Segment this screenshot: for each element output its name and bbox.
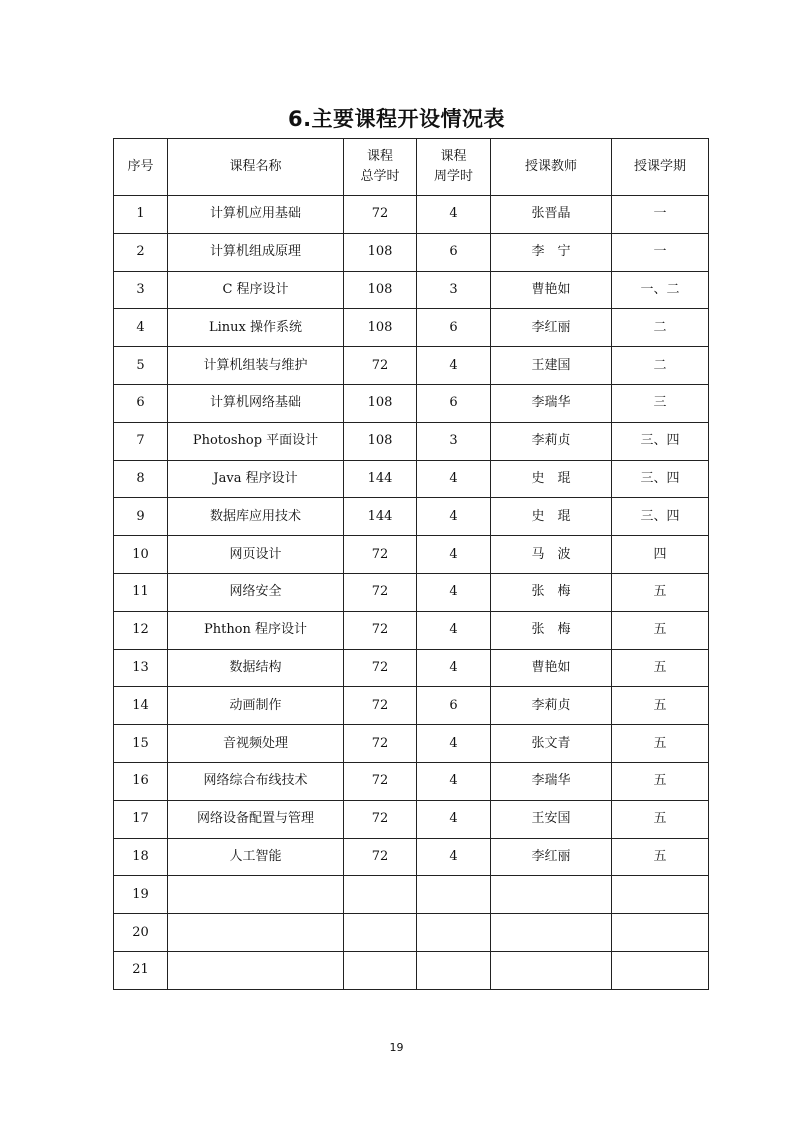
table-row [114,347,709,385]
cell-weekly-hours: 4 [417,573,491,611]
cell-total-hours [344,876,417,914]
cell-weekly-hours [417,914,491,952]
cell-course-name: 计算机组成原理 [168,233,344,271]
cell-index: 17 [114,800,168,838]
header-semester: 授课学期 [612,139,709,196]
cell-total-hours: 72 [344,838,417,876]
cell-course-name: Java 程序设计 [168,460,344,498]
header-teacher: 授课教师 [491,139,612,196]
cell-course-name: 音视频处理 [168,725,344,763]
cell-total-hours: 72 [344,536,417,574]
cell-teacher: 李瑞华 [491,384,612,422]
cell-teacher: 曹艳如 [491,271,612,309]
cell-semester: 一 [612,233,709,271]
cell-teacher: 张 梅 [491,611,612,649]
cell-course-name: 网页设计 [168,536,344,574]
cell-teacher: 王安国 [491,800,612,838]
cell-course-name: 网络安全 [168,573,344,611]
table-row [114,649,709,687]
cell-weekly-hours: 4 [417,536,491,574]
cell-course-name: 计算机应用基础 [168,196,344,234]
table-row [114,573,709,611]
cell-semester [612,876,709,914]
cell-weekly-hours [417,951,491,989]
cell-index: 3 [114,271,168,309]
table-row [114,800,709,838]
cell-course-name: 网络综合布线技术 [168,762,344,800]
cell-course-name: C 程序设计 [168,271,344,309]
header-course-name: 课程名称 [168,139,344,196]
cell-total-hours: 72 [344,573,417,611]
cell-teacher: 王建国 [491,347,612,385]
cell-teacher [491,914,612,952]
cell-index: 15 [114,725,168,763]
cell-teacher: 李红丽 [491,838,612,876]
cell-teacher: 李 宁 [491,233,612,271]
table-row [114,611,709,649]
cell-course-name: 计算机网络基础 [168,384,344,422]
cell-semester: 三 [612,384,709,422]
cell-teacher: 张晋晶 [491,196,612,234]
cell-semester: 五 [612,687,709,725]
cell-total-hours: 72 [344,762,417,800]
cell-weekly-hours: 4 [417,460,491,498]
cell-weekly-hours: 3 [417,422,491,460]
cell-index: 5 [114,347,168,385]
cell-weekly-hours: 6 [417,309,491,347]
cell-course-name: Phthon 程序设计 [168,611,344,649]
table-header-row [114,139,709,196]
cell-teacher: 李红丽 [491,309,612,347]
cell-weekly-hours: 6 [417,384,491,422]
header-weekly-hours-line1: 课程 [440,149,467,164]
table-row [114,762,709,800]
cell-semester: 五 [612,611,709,649]
cell-index: 18 [114,838,168,876]
cell-total-hours: 108 [344,271,417,309]
table-row [114,951,709,989]
table-row [114,838,709,876]
cell-weekly-hours [417,876,491,914]
cell-semester: 三、四 [612,422,709,460]
header-weekly-hours-line2: 周学时 [433,169,473,184]
cell-weekly-hours: 4 [417,762,491,800]
table-row [114,687,709,725]
cell-teacher [491,951,612,989]
table-row [114,460,709,498]
cell-semester: 二 [612,347,709,385]
cell-index: 2 [114,233,168,271]
header-total-hours-line2: 总学时 [360,169,400,184]
cell-semester: 三、四 [612,460,709,498]
cell-course-name: 计算机组装与维护 [168,347,344,385]
header-total-hours-line1: 课程 [366,149,393,164]
cell-weekly-hours: 3 [417,271,491,309]
cell-course-name: Linux 操作系统 [168,309,344,347]
cell-total-hours [344,951,417,989]
cell-total-hours: 72 [344,800,417,838]
cell-total-hours: 108 [344,233,417,271]
table-row [114,498,709,536]
cell-index: 7 [114,422,168,460]
cell-course-name [168,876,344,914]
table-row [114,196,709,234]
header-weekly-hours [417,139,491,196]
cell-course-name: 动画制作 [168,687,344,725]
cell-index: 9 [114,498,168,536]
cell-index: 10 [114,536,168,574]
cell-semester: 五 [612,838,709,876]
cell-index: 19 [114,876,168,914]
cell-index: 6 [114,384,168,422]
cell-weekly-hours: 4 [417,347,491,385]
table-row [114,536,709,574]
cell-course-name [168,914,344,952]
cell-semester: 五 [612,649,709,687]
cell-teacher: 李莉贞 [491,687,612,725]
cell-weekly-hours: 6 [417,687,491,725]
cell-weekly-hours: 4 [417,611,491,649]
cell-semester: 五 [612,725,709,763]
table-row [114,914,709,952]
cell-index: 20 [114,914,168,952]
cell-teacher [491,876,612,914]
cell-total-hours: 72 [344,347,417,385]
cell-index: 4 [114,309,168,347]
cell-weekly-hours: 4 [417,498,491,536]
table-row [114,271,709,309]
cell-total-hours: 108 [344,384,417,422]
cell-course-name [168,951,344,989]
cell-teacher: 张文青 [491,725,612,763]
table-row [114,309,709,347]
cell-teacher: 张 梅 [491,573,612,611]
cell-weekly-hours: 4 [417,838,491,876]
cell-total-hours: 144 [344,460,417,498]
cell-teacher: 史 琨 [491,460,612,498]
cell-weekly-hours: 4 [417,196,491,234]
cell-index: 21 [114,951,168,989]
cell-course-name: Photoshop 平面设计 [168,422,344,460]
cell-semester: 五 [612,800,709,838]
cell-total-hours: 72 [344,687,417,725]
cell-semester: 四 [612,536,709,574]
page-title: 6.主要课程开设情况表 [287,107,506,131]
cell-semester [612,914,709,952]
cell-total-hours: 72 [344,196,417,234]
cell-total-hours: 72 [344,611,417,649]
cell-total-hours: 72 [344,725,417,763]
cell-course-name: 人工智能 [168,838,344,876]
cell-teacher: 马 波 [491,536,612,574]
cell-weekly-hours: 4 [417,649,491,687]
cell-weekly-hours: 6 [417,233,491,271]
course-table [113,138,709,990]
cell-semester: 三、四 [612,498,709,536]
cell-teacher: 李莉贞 [491,422,612,460]
cell-index: 13 [114,649,168,687]
table-row [114,422,709,460]
cell-total-hours: 144 [344,498,417,536]
cell-course-name: 数据库应用技术 [168,498,344,536]
cell-total-hours: 72 [344,649,417,687]
cell-semester: 五 [612,573,709,611]
cell-teacher: 李瑞华 [491,762,612,800]
table-row [114,725,709,763]
cell-course-name: 数据结构 [168,649,344,687]
cell-total-hours: 108 [344,422,417,460]
cell-index: 8 [114,460,168,498]
header-total-hours [344,139,417,196]
cell-semester: 五 [612,762,709,800]
cell-semester [612,951,709,989]
cell-semester: 二 [612,309,709,347]
cell-teacher: 曹艳如 [491,649,612,687]
cell-weekly-hours: 4 [417,725,491,763]
page-number: 19 [389,1041,404,1054]
cell-semester: 一、二 [612,271,709,309]
table-row [114,233,709,271]
cell-index: 1 [114,196,168,234]
cell-index: 12 [114,611,168,649]
cell-weekly-hours: 4 [417,800,491,838]
cell-index: 14 [114,687,168,725]
cell-semester: 一 [612,196,709,234]
cell-course-name: 网络设备配置与管理 [168,800,344,838]
header-index: 序号 [114,139,168,196]
cell-index: 11 [114,573,168,611]
cell-total-hours [344,914,417,952]
cell-total-hours: 108 [344,309,417,347]
cell-index: 16 [114,762,168,800]
cell-teacher: 史 琨 [491,498,612,536]
table-row [114,384,709,422]
table-row [114,876,709,914]
